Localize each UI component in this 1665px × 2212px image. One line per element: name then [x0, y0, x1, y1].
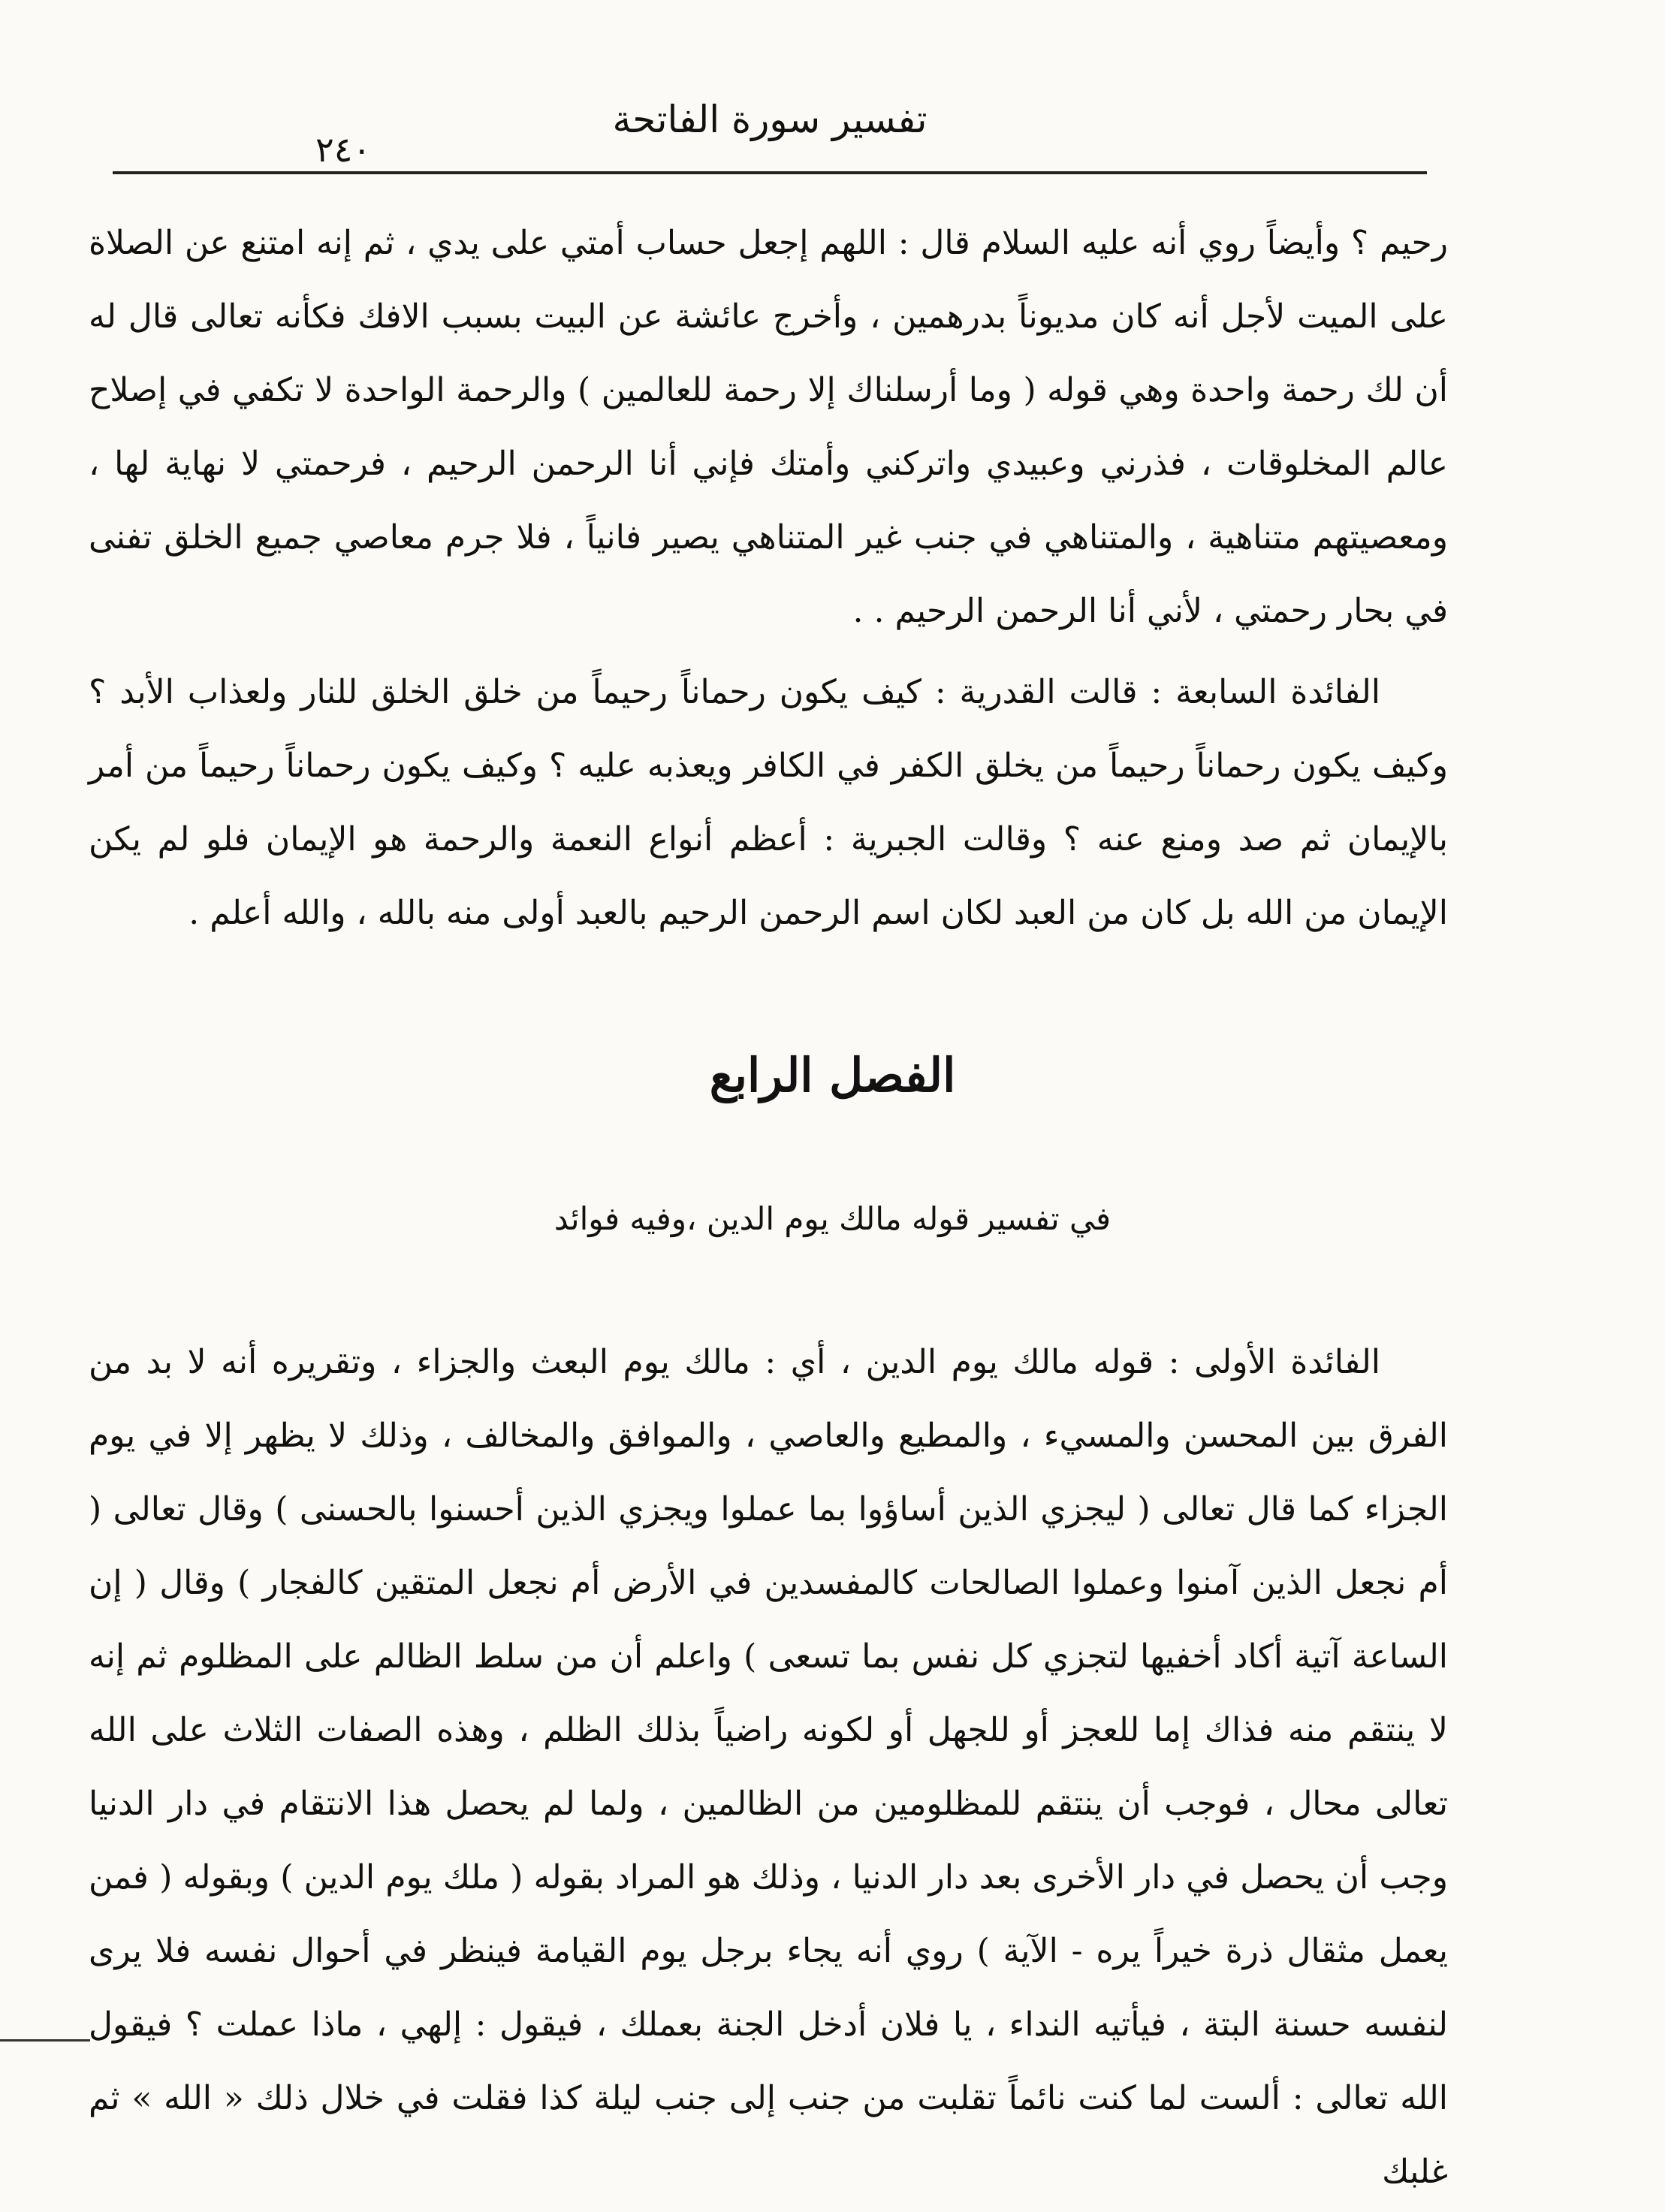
chapter-subtitle: في تفسير قوله مالك يوم الدين ،وفيه فوائد [553, 1200, 1112, 1237]
margin-mark [0, 2039, 90, 2041]
section-one-text [89, 207, 1448, 950]
running-title: تفسير سورة الفاتحة [612, 98, 928, 141]
chapter-title: الفصل الرابع [709, 1048, 956, 1103]
section-two-text [89, 1326, 1448, 2209]
paragraph: الفائدة الأولى : قوله مالك يوم الدين ، أي : مالك يوم البعث والجزاء ، وتقريره أنه لا بد من الفرق بين المحسن والمسيء ، والمطيع والعاصي ، والموافق والمخالف ، وذلك لا يظهر إلا في يوم الجزاء كما قال تعالى ( ليجزي الذين أساؤوا بما عملوا ويجزي الذين أحسنوا بالحسنى ) وقال تعالى ( أم نجعل الذين آمنوا وعملوا الصالحات كالمفسدين في الأرض أم نجعل المتقين كالفجار ) وقال ( إن الساعة آتية أكاد أخفيها لتجزي كل نفس بما تسعى ) واعلم أن من سلط الظالم على المظلوم ثم إنه لا ينتقم منه فذاك إما للعجز أو للجهل أو لكونه راضياً بذلك الظلم ، وهذه الصفات الثلاث على الله تعالى محال ، فوجب أن ينتقم للمظلومين من الظالمين ، ولما لم يحصل هذا الانتقام في دار الدنيا وجب أن يحصل في دار الأخرى بعد دار الدنيا ، وذلك هو المراد بقوله ( ملك يوم الدين ) وبقوله ( فمن يعمل مثقال ذرة خيراً يره - الآية ) روي أنه يجاء برجل يوم القيامة فينظر في أحوال نفسه فلا يرى لنفسه حسنة البتة ، فيأتيه النداء ، يا فلان أدخل الجنة بعملك ، فيقول : إلهي ، ماذا عملت ؟ فيقول الله تعالى : ألست لما كنت نائماً تقلبت من جنب إلى جنب ليلة كذا فقلت في خلال ذلك « الله » ثم غلبك [89, 1343, 1448, 2191]
paragraph: الفائدة السابعة : قالت القدرية : كيف يكون رحماناً رحيماً من خلق الخلق للنار ولعذاب الأبد ؟ وكيف يكون رحماناً رحيماً من يخلق الكفر في الكافر ويعذبه عليه ؟ وكيف يكون رحماناً رحيماً من أمر بالإيمان ثم صد ومنع عنه ؟ وقالت الجبرية : أعظم أنواع النعمة والرحمة هو الإيمان فلو لم يكن الإيمان من الله بل كان من العبد لكان اسم الرحمن الرحيم بالعبد أولى منه بالله ، والله أعلم . [89, 673, 1448, 932]
page-header [113, 90, 1427, 173]
paragraph: رحيم ؟ وأيضاً روي أنه عليه السلام قال : اللهم إجعل حساب أمتي على يدي ، ثم إنه امتنع عن الصلاة على الميت لأجل أنه كان مديوناً بدرهمين ، وأخرج عائشة عن البيت بسبب الافك فكأنه تعالى قال له أن لك رحمة واحدة وهي قوله ( وما أرسلناك إلا رحمة للعالمين ) والرحمة الواحدة لا تكفي في إصلاح عالم المخلوقات ، فذرني وعبيدي واتركني وأمتك فإني أنا الرحمن الرحيم ، فرحمتي لا نهاية لها ، ومعصيتهم متناهية ، والمتناهي في جنب غير المتناهي يصير فانياً ، فلا جرم معاصي جميع الخلق تفنى في بحار رحمتي ، لأني أنا الرحمن الرحيم . . [89, 224, 1448, 630]
header-rule [113, 171, 1427, 174]
page-number: ٢٤٠ [315, 129, 372, 170]
